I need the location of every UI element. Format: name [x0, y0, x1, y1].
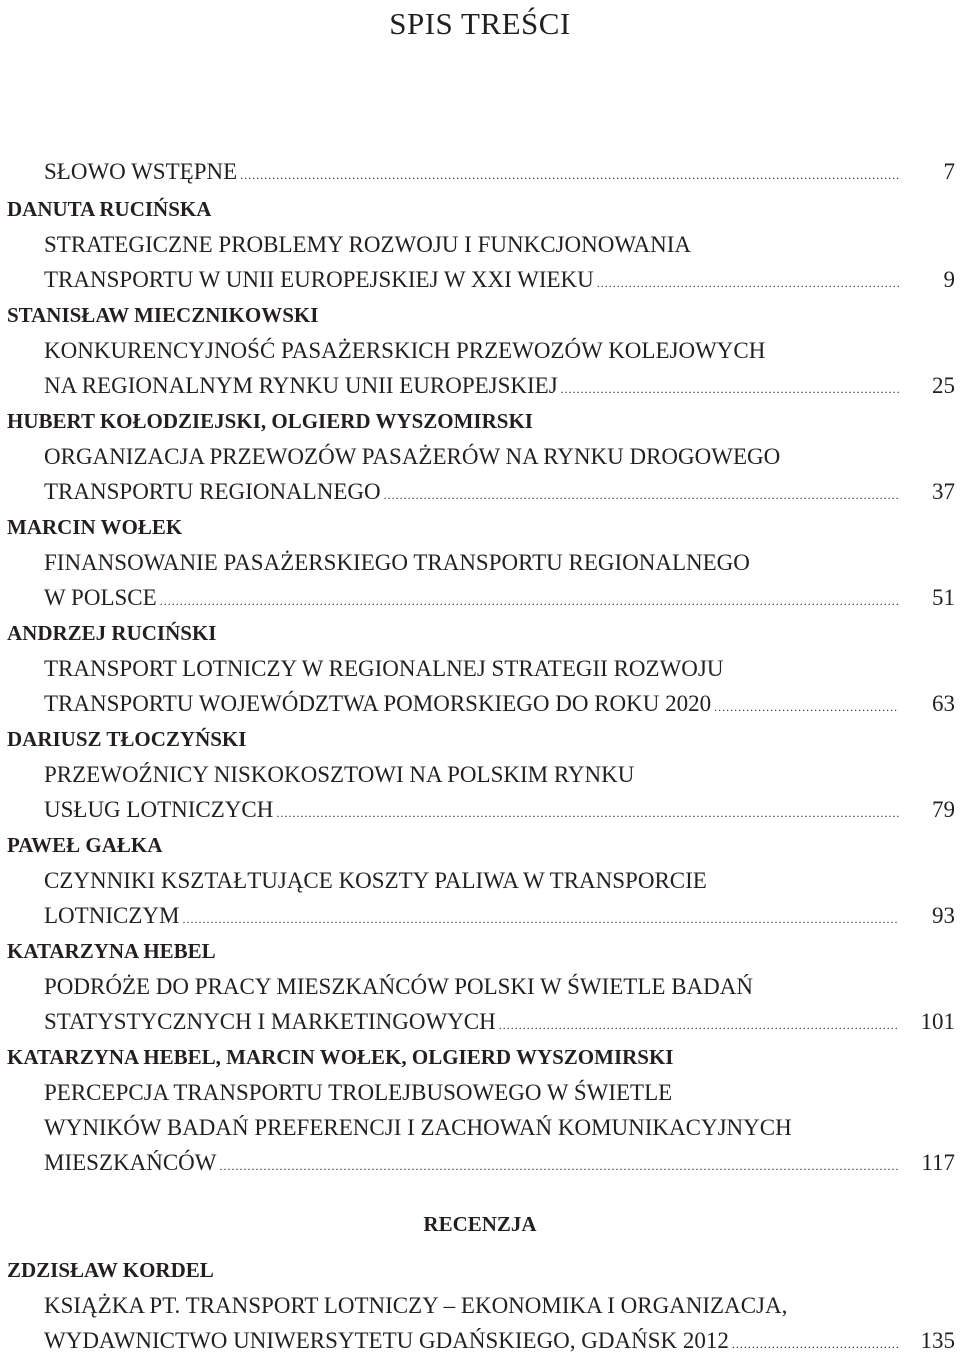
entry-title-line-final [0, 1004, 960, 1039]
entry-title: WYNIKÓW BADAŃ PREFERENCJI I ZACHOWAŃ KOMUNIKACYJNYCH [44, 1115, 792, 1140]
table-of-contents [0, 152, 960, 1358]
entry-title: KSIĄŻKA PT. TRANSPORT LOTNICZY – EKONOMIKA I ORGANIZACJA, [44, 1293, 788, 1318]
toc-entry [0, 827, 960, 933]
entry-title: W POLSCE [44, 585, 157, 610]
section-heading-review: RECENZJA [423, 1212, 537, 1236]
entry-title: ORGANIZACJA PRZEWOZÓW PASAŻERÓW NA RYNKU DROGOWEGO [44, 444, 781, 469]
entry-author: DARIUSZ TŁOCZYŃSKI [7, 727, 247, 751]
entry-title-line-final [0, 262, 960, 297]
entry-title: TRANSPORTU REGIONALNEGO [44, 479, 381, 504]
entry-title: WYDAWNICTWO UNIWERSYTETU GDAŃSKIEGO, GDAŃSK 2012 [44, 1328, 729, 1353]
entry-title-line-final [0, 1323, 960, 1358]
entry-title: SŁOWO WSTĘPNE [44, 159, 238, 184]
entry-title: TRANSPORT LOTNICZY W REGIONALNEJ STRATEGII ROZWOJU [44, 656, 724, 681]
entry-title-line [0, 757, 960, 792]
entry-title-line-final [0, 474, 960, 509]
entry-author: MARCIN WOŁEK [7, 515, 183, 539]
page-number: 135 [920, 1328, 955, 1353]
toc-entry-intro [0, 152, 960, 191]
entry-title-line-final [0, 368, 960, 403]
toc-entry [0, 933, 960, 1039]
entry-title: TRANSPORTU WOJEWÓDZTWA POMORSKIEGO DO ROKU 2020 [44, 691, 712, 716]
entry-title: CZYNNIKI KSZTAŁTUJĄCE KOSZTY PALIWA W TRANSPORCIE [44, 868, 707, 893]
entry-title: STATYSTYCZNYCH I MARKETINGOWYCH [44, 1009, 496, 1034]
entry-title: PODRÓŻE DO PRACY MIESZKAŃCÓW POLSKI W ŚWIETLE BADAŃ [44, 974, 753, 999]
page-number: 101 [920, 1009, 955, 1034]
entry-author: STANISŁAW MIECZNIKOWSKI [7, 303, 319, 327]
entry-author: ZDZISŁAW KORDEL [7, 1258, 214, 1282]
entry-author: DANUTA RUCIŃSKA [7, 197, 212, 221]
entry-title: NA REGIONALNYM RYNKU UNII EUROPEJSKIEJ [44, 373, 558, 398]
entry-title: FINANSOWANIE PASAŻERSKIEGO TRANSPORTU REGIONALNEGO [44, 550, 750, 575]
dot-leader [240, 156, 899, 195]
page-number: 117 [921, 1150, 955, 1175]
toc-entry [0, 615, 960, 721]
toc-entry [0, 403, 960, 509]
entry-title: TRANSPORTU W UNII EUROPEJSKIEJ W XXI WIEKU [44, 267, 594, 292]
toc-entry-review [0, 1252, 960, 1358]
entry-title: PRZEWOŹNICY NISKOKOSZTOWI NA POLSKIM RYNKU [44, 762, 635, 787]
entry-title-line [0, 863, 960, 898]
entry-title-line [0, 1110, 960, 1145]
entry-author: KATARZYNA HEBEL, MARCIN WOŁEK, OLGIERD WYSZOMIRSKI [7, 1045, 674, 1069]
dot-leader [597, 266, 899, 301]
dot-leader [499, 1008, 899, 1043]
toc-entry [0, 1039, 960, 1180]
dot-leader [561, 372, 899, 407]
page-number: 63 [932, 691, 955, 716]
page-number: 25 [932, 373, 955, 398]
toc-entry [0, 509, 960, 615]
entry-title: MIESZKAŃCÓW [44, 1150, 217, 1175]
page-number: 37 [932, 479, 955, 504]
page-number: 51 [932, 585, 955, 610]
page-title: SPIS TREŚCI [389, 6, 571, 41]
entry-title-line-final [0, 580, 960, 615]
toc-entry [0, 721, 960, 827]
entry-title-line-final [0, 792, 960, 827]
entry-author: KATARZYNA HEBEL [7, 939, 216, 963]
dot-leader [276, 796, 899, 831]
entry-title-line [0, 545, 960, 580]
page-number: 7 [943, 159, 955, 184]
dot-leader [182, 902, 899, 937]
entry-author: PAWEŁ GAŁKA [7, 833, 163, 857]
entry-title-line [0, 439, 960, 474]
entry-title-line [0, 1075, 960, 1110]
dot-leader [732, 1327, 899, 1362]
entry-title-line [0, 969, 960, 1004]
entry-title-line-final [0, 1145, 960, 1180]
entry-title: USŁUG LOTNICZYCH [44, 797, 274, 822]
entry-title-line [0, 651, 960, 686]
dot-leader [384, 478, 899, 513]
entry-title-line-final [0, 898, 960, 933]
entry-title: STRATEGICZNE PROBLEMY ROZWOJU I FUNKCJONOWANIA [44, 232, 691, 257]
dot-leader [714, 690, 899, 725]
entry-title: PERCEPCJA TRANSPORTU TROLEJBUSOWEGO W ŚWIETLE [44, 1080, 673, 1105]
page-number: 79 [932, 797, 955, 822]
entry-title: LOTNICZYM [44, 903, 180, 928]
toc-entry [0, 297, 960, 403]
dot-leader [220, 1149, 900, 1184]
toc-entry [0, 191, 960, 297]
page-number: 9 [943, 267, 955, 292]
page-number: 93 [932, 903, 955, 928]
entry-title-line [0, 333, 960, 368]
entry-author: HUBERT KOŁODZIEJSKI, OLGIERD WYSZOMIRSKI [7, 409, 533, 433]
entry-title-line-final [0, 686, 960, 721]
entry-title-line [0, 1288, 960, 1323]
dot-leader [160, 584, 899, 619]
entry-author: ANDRZEJ RUCIŃSKI [7, 621, 217, 645]
entry-title: KONKURENCYJNOŚĆ PASAŻERSKICH PRZEWOZÓW KOLEJOWYCH [44, 338, 766, 363]
entry-title-line [0, 227, 960, 262]
